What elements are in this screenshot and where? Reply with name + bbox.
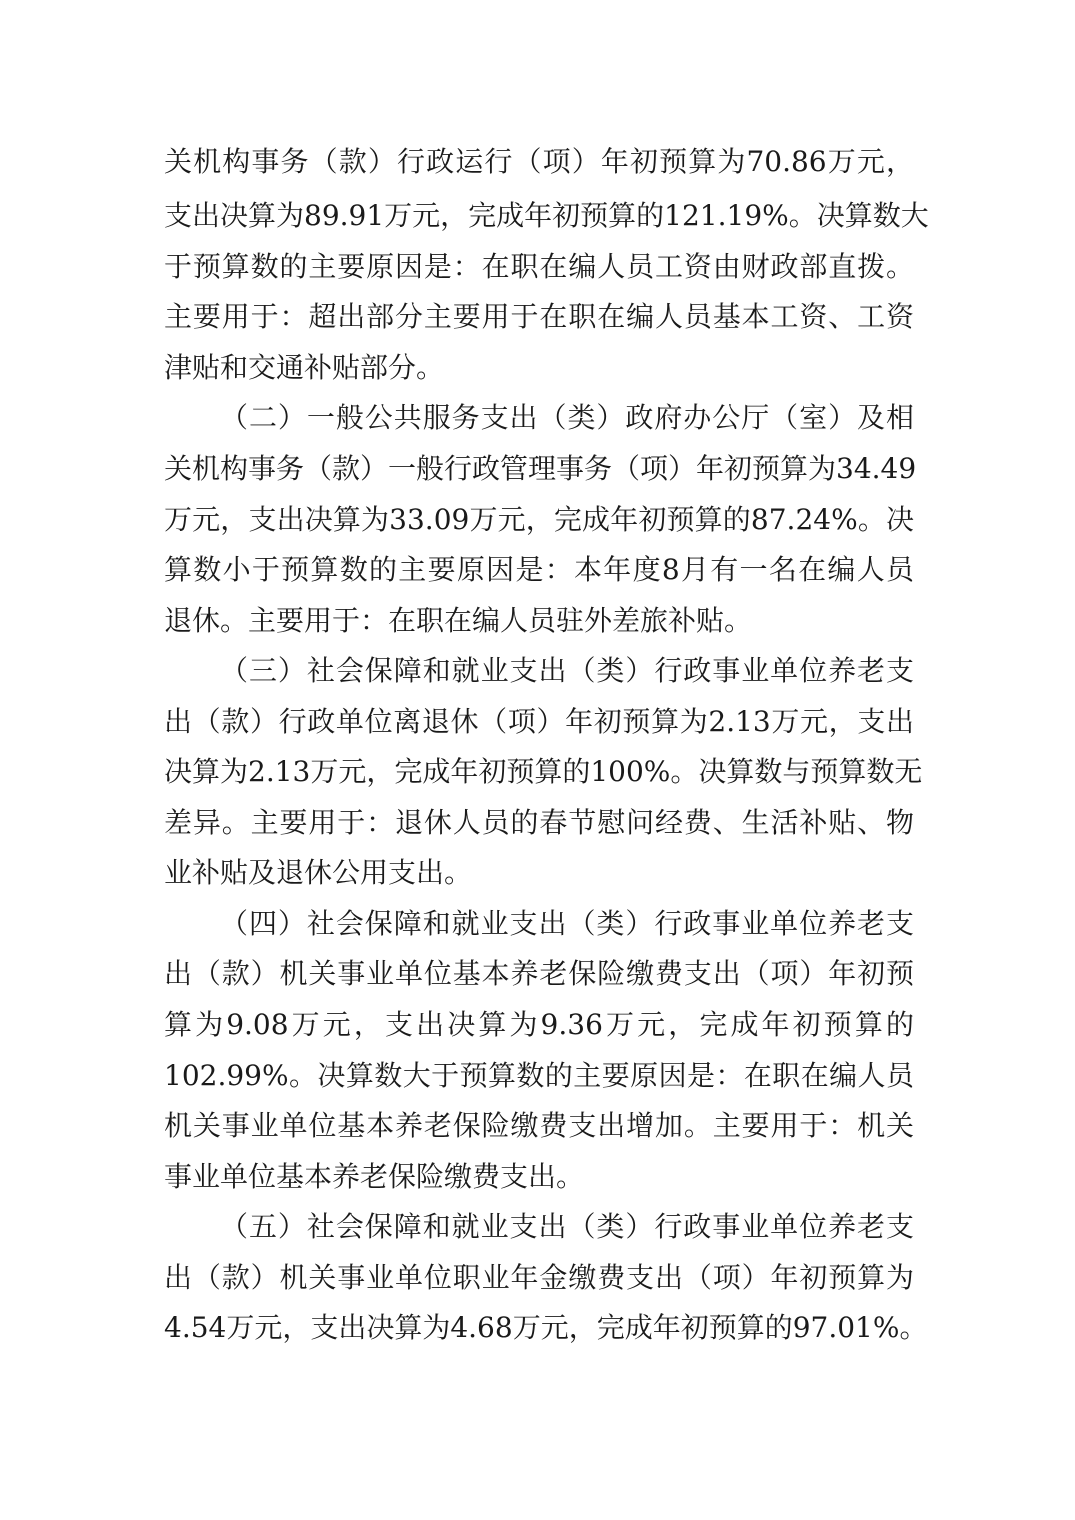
text-line: 4.54万元，支出决算为4.68万元，完成年初预算的97.01%。 bbox=[164, 1311, 928, 1344]
paragraph-heading-4: （四）社会保障和就业支出（类）行政事业单位养老支 bbox=[220, 907, 914, 940]
text-line: 于预算数的主要原因是：在职在编人员工资由财政部直拨。 bbox=[164, 250, 914, 283]
text-line: 出（款）行政单位离退休（项）年初预算为2.13万元，支出 bbox=[164, 705, 914, 738]
text-line: 机关事业单位基本养老保险缴费支出增加。主要用于：机关 bbox=[164, 1109, 914, 1142]
text-line: 主要用于：超出部分主要用于在职在编人员基本工资、工资 bbox=[164, 300, 914, 333]
paragraph-heading-5: （五）社会保障和就业支出（类）行政事业单位养老支 bbox=[220, 1210, 914, 1243]
text-line: 算为9.08万元，支出决算为9.36万元，完成年初预算的 bbox=[164, 1008, 914, 1041]
text-line: 事业单位基本养老保险缴费支出。 bbox=[164, 1160, 585, 1193]
text-line: 津贴和交通补贴部分。 bbox=[164, 351, 445, 384]
text-line: 算数小于预算数的主要原因是：本年度8月有一名在编人员 bbox=[164, 553, 914, 586]
text-line: 决算为2.13万元，完成年初预算的100%。决算数与预算数无 bbox=[164, 755, 923, 788]
text-line: 差异。主要用于：退休人员的春节慰问经费、生活补贴、物 bbox=[164, 806, 914, 839]
text-line: 万元，支出决算为33.09万元，完成年初预算的87.24%。决 bbox=[164, 503, 914, 536]
text-line: 出（款）机关事业单位基本养老保险缴费支出（项）年初预 bbox=[164, 957, 914, 990]
text-line: 业补贴及退休公用支出。 bbox=[164, 856, 473, 889]
text-line: 102.99%。决算数大于预算数的主要原因是：在职在编人员 bbox=[164, 1059, 914, 1092]
paragraph-heading-2: （二）一般公共服务支出（类）政府办公厅（室）及相 bbox=[220, 401, 914, 434]
text-line: 出（款）机关事业单位职业年金缴费支出（项）年初预算为 bbox=[164, 1261, 914, 1294]
paragraph-heading-3: （三）社会保障和就业支出（类）行政事业单位养老支 bbox=[220, 654, 914, 687]
text-line: 关机构事务（款）行政运行（项）年初预算为70.86万元， bbox=[164, 145, 914, 178]
text-line: 退休。主要用于：在职在编人员驻外差旅补贴。 bbox=[164, 604, 753, 637]
text-line: 关机构事务（款）一般行政管理事务（项）年初预算为34.49 bbox=[164, 452, 917, 485]
text-line: 支出决算为89.91万元，完成年初预算的121.19%。决算数大 bbox=[164, 199, 929, 232]
